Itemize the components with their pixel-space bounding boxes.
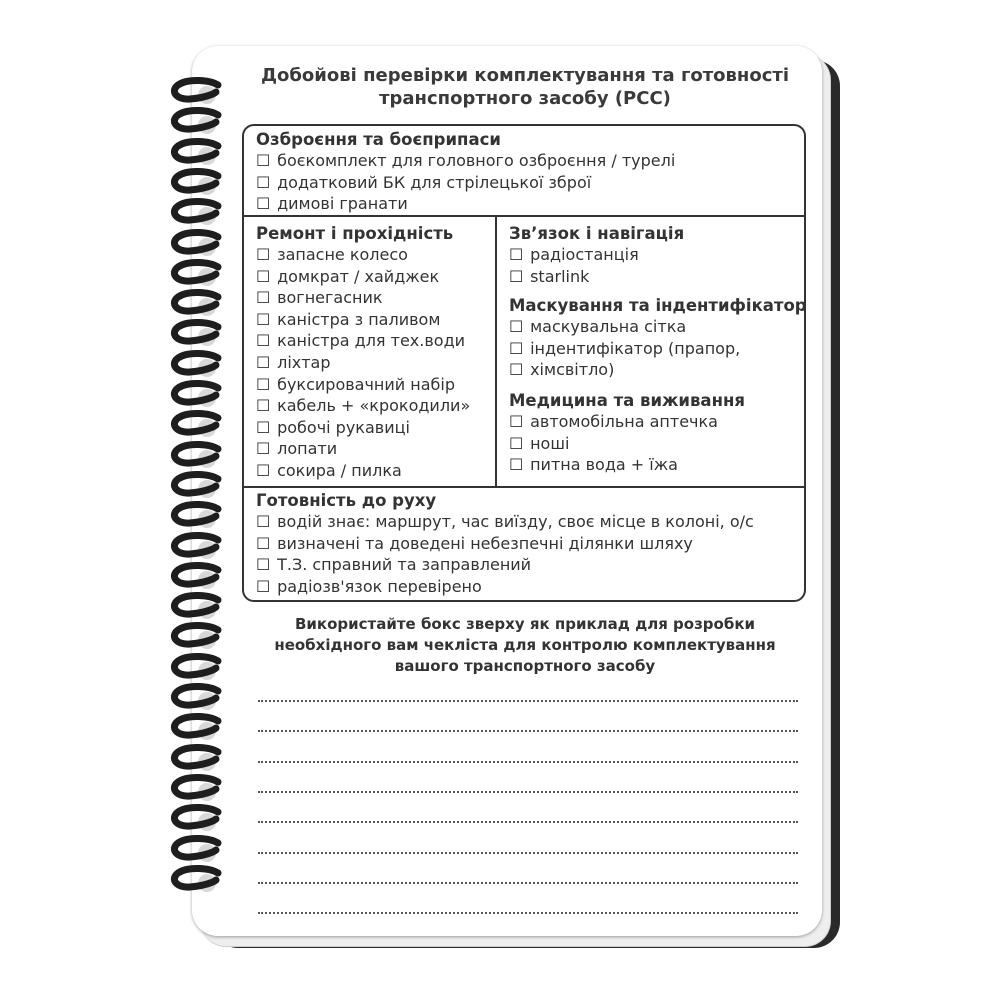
checklist-item[interactable] — [256, 511, 754, 533]
checklist-item[interactable] — [256, 395, 470, 417]
checklist-item[interactable] — [509, 338, 807, 360]
section-heading: Медицина та виживання — [509, 391, 745, 410]
blank-writing-line[interactable] — [258, 761, 798, 763]
checklist-item[interactable] — [256, 309, 470, 331]
checklist — [509, 244, 684, 287]
section-heading: Зв’язок і навігація — [509, 224, 685, 243]
divider-middle — [495, 217, 497, 486]
checklist-item[interactable] — [509, 266, 684, 288]
spiral-ring-icon — [168, 712, 234, 742]
checklist-item-label: водій знає: маршрут, час виїзду, своє місце в колоні, о/с — [272, 512, 754, 531]
spiral-ring-icon — [168, 864, 234, 894]
checklist-item-label: ноші — [525, 433, 570, 453]
checklist-item-label: каністра з паливом — [272, 309, 441, 329]
checklist-item-label: домкрат / хайджек — [272, 266, 440, 286]
checklist — [256, 244, 470, 482]
checklist-item-label: питна вода + їжа — [525, 455, 678, 475]
spiral-ring-icon — [168, 379, 234, 409]
checklist-item-label: визначені та доведені небезпечні ділянки шляху — [272, 533, 693, 553]
spiral-ring-icon — [168, 167, 234, 197]
spiral-ring-icon — [168, 773, 234, 803]
checkbox-icon[interactable]: ☐ — [256, 576, 271, 596]
spiral-ring-icon — [168, 228, 234, 258]
spiral-ring-icon — [168, 531, 234, 561]
checklist-item-label: додатковий БК для стрілецької зброї — [272, 172, 592, 192]
checklist-item-label: starlink — [525, 266, 590, 286]
page-title: Добойові перевірки комплектування та готовності транспортного засобу (РСС) — [260, 65, 790, 109]
spiral-ring-icon — [168, 561, 234, 591]
checkbox-icon[interactable]: ☐ — [256, 245, 271, 264]
checklist-item-label: димові гранати — [272, 194, 408, 214]
checklist-item-label: Т.З. справний та заправлений — [272, 555, 532, 575]
spiral-ring-icon — [168, 682, 234, 712]
checklist-item-label: радіостанція — [525, 245, 639, 264]
checklist-item[interactable] — [256, 150, 675, 172]
spiral-ring-icon — [168, 834, 234, 864]
checklist-item[interactable] — [256, 330, 470, 352]
spiral-ring-icon — [168, 258, 234, 288]
checklist — [256, 150, 675, 215]
checklist-item[interactable] — [256, 374, 470, 396]
blank-writing-line[interactable] — [258, 912, 798, 914]
checkbox-icon[interactable]: ☐ — [256, 533, 271, 553]
checklist-item[interactable] — [256, 193, 675, 215]
checklist-item[interactable] — [509, 244, 684, 266]
checkbox-icon[interactable]: ☐ — [256, 266, 271, 286]
checklist-item[interactable] — [256, 287, 470, 309]
spiral-ring-icon — [168, 76, 234, 106]
checklist-item-label: хімсвітло) — [525, 360, 615, 380]
section-heading: Ремонт і прохідність — [256, 224, 454, 243]
spiral-ring-icon — [168, 409, 234, 439]
checklist-item-label: запасне колесо — [272, 245, 408, 264]
spiral-ring-icon — [168, 803, 234, 833]
checkbox-icon[interactable]: ☐ — [509, 360, 524, 380]
checklist-item[interactable] — [256, 438, 470, 460]
section-heading: Озброєння та боєприпаси — [256, 130, 501, 149]
spiral-ring-icon — [168, 349, 234, 379]
checkbox-icon[interactable]: ☐ — [509, 266, 524, 286]
checkbox-icon[interactable]: ☐ — [256, 288, 271, 308]
spiral-ring-icon — [168, 288, 234, 318]
spiral-ring-icon — [168, 440, 234, 470]
section-medical — [509, 390, 745, 476]
checklist-item-label: маскувальна сітка — [525, 317, 687, 336]
blank-writing-line[interactable] — [258, 730, 798, 732]
section-comms — [509, 223, 684, 287]
checklist-item-label: автомобільна аптечка — [525, 412, 718, 431]
checklist-item-label: робочі рукавиці — [272, 417, 410, 437]
spiral-ring-icon — [168, 106, 234, 136]
blank-writing-line[interactable] — [258, 700, 798, 702]
checkbox-icon[interactable]: ☐ — [256, 555, 271, 575]
checklist-item[interactable] — [256, 460, 470, 482]
checklist-item[interactable] — [256, 172, 675, 194]
spiral-ring-icon — [168, 743, 234, 773]
section-heading: Маскування та індентифікатор — [509, 296, 807, 315]
checklist-item-label: каністра для тех.води — [272, 331, 466, 351]
section-repair — [256, 223, 470, 482]
spiral-ring-icon — [168, 621, 234, 651]
checklist — [256, 511, 754, 597]
checkbox-icon[interactable]: ☐ — [509, 338, 524, 358]
checkbox-icon[interactable]: ☐ — [509, 317, 524, 336]
blank-writing-line[interactable] — [258, 852, 798, 854]
checklist-item[interactable] — [256, 533, 754, 555]
checkbox-icon[interactable]: ☐ — [509, 433, 524, 453]
checklist-item-label: кабель + «крокодили» — [272, 396, 471, 416]
checklist-item-label: радіозв'язок перевірено — [272, 576, 482, 596]
checklist-item-label: сокира / пилка — [272, 460, 402, 480]
blank-writing-line[interactable] — [258, 882, 798, 884]
checkbox-icon[interactable]: ☐ — [256, 194, 271, 214]
spiral-ring-icon — [168, 591, 234, 621]
checklist-item-label: ліхтар — [272, 352, 331, 372]
checklist-item-label: буксировачний набір — [272, 374, 455, 394]
instruction-text: Використайте бокс зверху як приклад для розробки необхідного вам чекліста для контролю комплектування вашого транспортного засобу — [274, 615, 776, 675]
checklist — [509, 411, 745, 476]
blank-writing-line[interactable] — [258, 791, 798, 793]
divider-top — [244, 215, 804, 217]
checklist-item[interactable] — [256, 554, 754, 576]
checkbox-icon[interactable]: ☐ — [256, 374, 271, 394]
spiral-ring-icon — [168, 470, 234, 500]
checklist-item[interactable] — [256, 244, 470, 266]
checkbox-icon[interactable]: ☐ — [256, 439, 271, 459]
checkbox-icon[interactable]: ☐ — [256, 331, 271, 351]
checkbox-icon[interactable]: ☐ — [256, 512, 271, 531]
blank-writing-line[interactable] — [258, 821, 798, 823]
section-weapons — [256, 129, 675, 215]
checkbox-icon[interactable]: ☐ — [256, 309, 271, 329]
checkbox-icon[interactable]: ☐ — [256, 396, 271, 416]
checkbox-icon[interactable]: ☐ — [256, 172, 271, 192]
divider-bottom — [244, 486, 804, 488]
checkbox-icon[interactable]: ☐ — [256, 460, 271, 480]
checklist — [509, 316, 807, 381]
checklist-item[interactable] — [256, 352, 470, 374]
checkbox-icon[interactable]: ☐ — [256, 352, 271, 372]
checklist-item[interactable] — [256, 417, 470, 439]
spiral-ring-icon — [168, 137, 234, 167]
checkbox-icon[interactable]: ☐ — [509, 412, 524, 431]
checklist-item[interactable] — [509, 316, 807, 338]
checkbox-icon[interactable]: ☐ — [509, 455, 524, 475]
checkbox-icon[interactable]: ☐ — [256, 151, 271, 170]
checklist-item[interactable] — [256, 266, 470, 288]
checklist-item-label: вогнегасник — [272, 288, 383, 308]
checklist-item-label: індентифікатор (прапор, — [525, 338, 741, 358]
spiral-ring-icon — [168, 500, 234, 530]
checkbox-icon[interactable]: ☐ — [256, 417, 271, 437]
checklist-item-label: лопати — [272, 439, 338, 459]
checkbox-icon[interactable]: ☐ — [509, 245, 524, 264]
section-readiness — [256, 490, 754, 597]
section-camo — [509, 295, 807, 381]
spiral-ring-icon — [168, 318, 234, 348]
checklist-item-label: боєкомплект для головного озброєння / турелі — [272, 151, 676, 170]
checklist-item[interactable] — [509, 454, 745, 476]
checklist-item[interactable] — [509, 433, 745, 455]
checklist-item[interactable] — [509, 411, 745, 433]
checklist-item[interactable] — [509, 359, 807, 381]
checklist-item[interactable] — [256, 576, 754, 598]
section-heading: Готовність до руху — [256, 491, 437, 510]
spiral-ring-icon — [168, 652, 234, 682]
spiral-ring-icon — [168, 197, 234, 227]
